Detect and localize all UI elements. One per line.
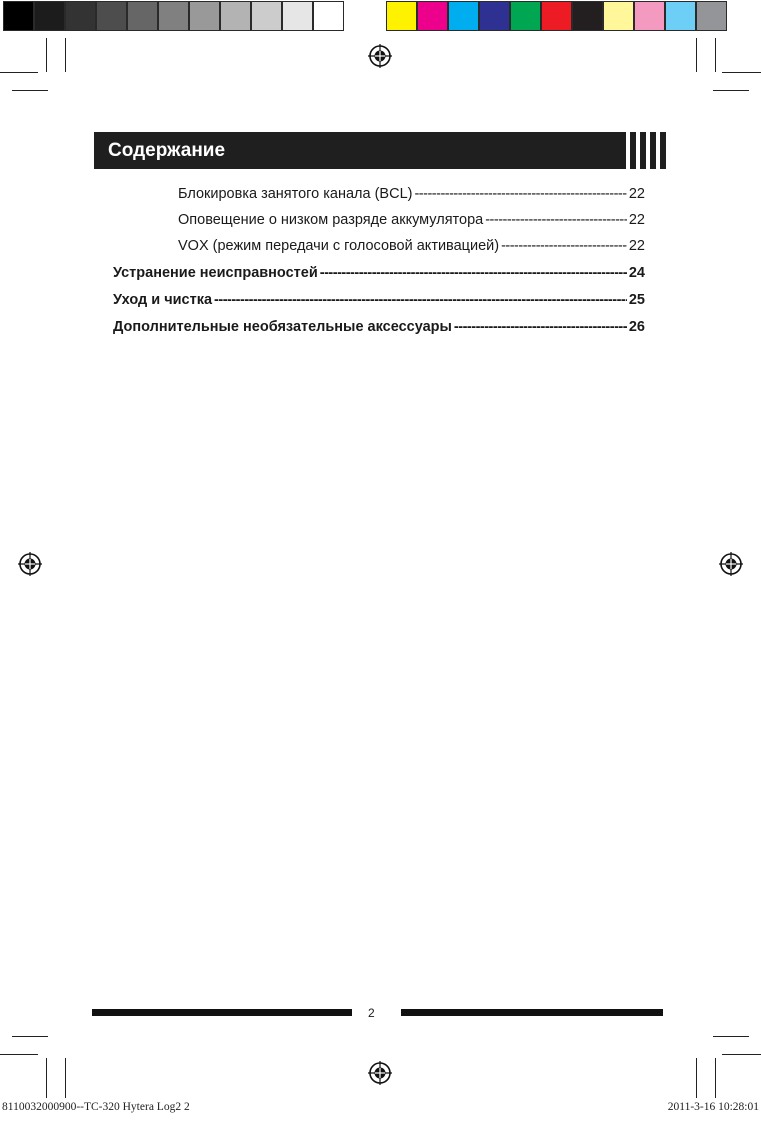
crop-mark	[12, 1036, 48, 1037]
print-slug-right: 2011-3-16 10:28:01	[667, 1101, 759, 1113]
crop-mark	[65, 1058, 66, 1098]
toc-entry-page: 22	[628, 212, 645, 228]
gray-swatch	[220, 1, 251, 31]
registration-mark-icon	[719, 552, 743, 576]
toc-entry-label: Блокировка занятого канала (BCL)	[178, 186, 413, 202]
toc-leader	[214, 290, 627, 310]
color-swatch	[448, 1, 479, 31]
crop-mark	[46, 1058, 47, 1098]
page-title: Содержание	[94, 132, 626, 169]
toc-entry-page: 22	[628, 186, 645, 202]
gray-swatch	[34, 1, 65, 31]
toc-entry-label: Устранение неисправностей	[113, 265, 318, 281]
crop-mark	[715, 1058, 716, 1098]
color-swatch	[417, 1, 448, 31]
gray-swatch	[313, 1, 344, 31]
toc-entry-label: Дополнительные необязательные аксессуары	[113, 319, 452, 335]
crop-mark	[12, 90, 48, 91]
crop-mark	[715, 38, 716, 72]
toc-entry[interactable]	[178, 184, 645, 204]
header-decoration	[630, 132, 666, 169]
crop-mark	[0, 72, 38, 73]
color-swatch	[696, 1, 727, 31]
crop-mark	[722, 72, 761, 73]
toc-entry-page: 26	[628, 319, 645, 335]
print-slug-left: 8110032000900--TC-320 Hytera Log2 2	[2, 1101, 190, 1113]
crop-mark	[696, 38, 697, 72]
toc-entry[interactable]	[113, 317, 645, 337]
crop-mark	[0, 1054, 38, 1055]
gray-swatch	[96, 1, 127, 31]
registration-mark-icon	[368, 1061, 392, 1085]
gray-swatch	[3, 1, 34, 31]
crop-mark	[713, 90, 749, 91]
toc-leader	[320, 263, 627, 283]
color-swatch	[510, 1, 541, 31]
page-number: 2	[368, 1006, 375, 1020]
gray-swatch	[65, 1, 96, 31]
toc-entry[interactable]	[178, 236, 645, 256]
gray-swatch	[251, 1, 282, 31]
crop-mark	[713, 1036, 749, 1037]
toc-entry-label: Оповещение о низком разряде аккумулятора	[178, 212, 484, 228]
toc-entry[interactable]	[178, 210, 645, 230]
color-swatch	[479, 1, 510, 31]
crop-mark	[65, 38, 66, 72]
toc-entry-page: 22	[628, 238, 645, 254]
footer-rule-left	[92, 1009, 352, 1016]
gray-swatch	[282, 1, 313, 31]
color-swatch	[386, 1, 417, 31]
registration-mark-icon	[368, 44, 392, 68]
footer-rule-right	[401, 1009, 663, 1016]
color-swatch	[541, 1, 572, 31]
toc-entry[interactable]	[113, 263, 645, 283]
toc-leader	[501, 236, 627, 256]
color-swatch	[665, 1, 696, 31]
crop-mark	[696, 1058, 697, 1098]
gray-swatch	[189, 1, 220, 31]
toc-entry-label: Уход и чистка	[113, 292, 213, 308]
gray-swatch	[127, 1, 158, 31]
toc-entry-page: 24	[628, 265, 645, 281]
toc-leader	[485, 210, 627, 230]
toc-leader	[454, 317, 627, 337]
crop-mark	[46, 38, 47, 72]
crop-mark	[722, 1054, 761, 1055]
registration-mark-icon	[18, 552, 42, 576]
toc-entry-page: 25	[628, 292, 645, 308]
toc-entry[interactable]	[113, 290, 645, 310]
color-swatch	[603, 1, 634, 31]
toc-entry-label: VOX (режим передачи с голосовой активацией)	[178, 238, 500, 254]
color-swatch	[572, 1, 603, 31]
toc-leader	[414, 184, 626, 204]
gray-swatch	[158, 1, 189, 31]
color-swatch	[634, 1, 665, 31]
